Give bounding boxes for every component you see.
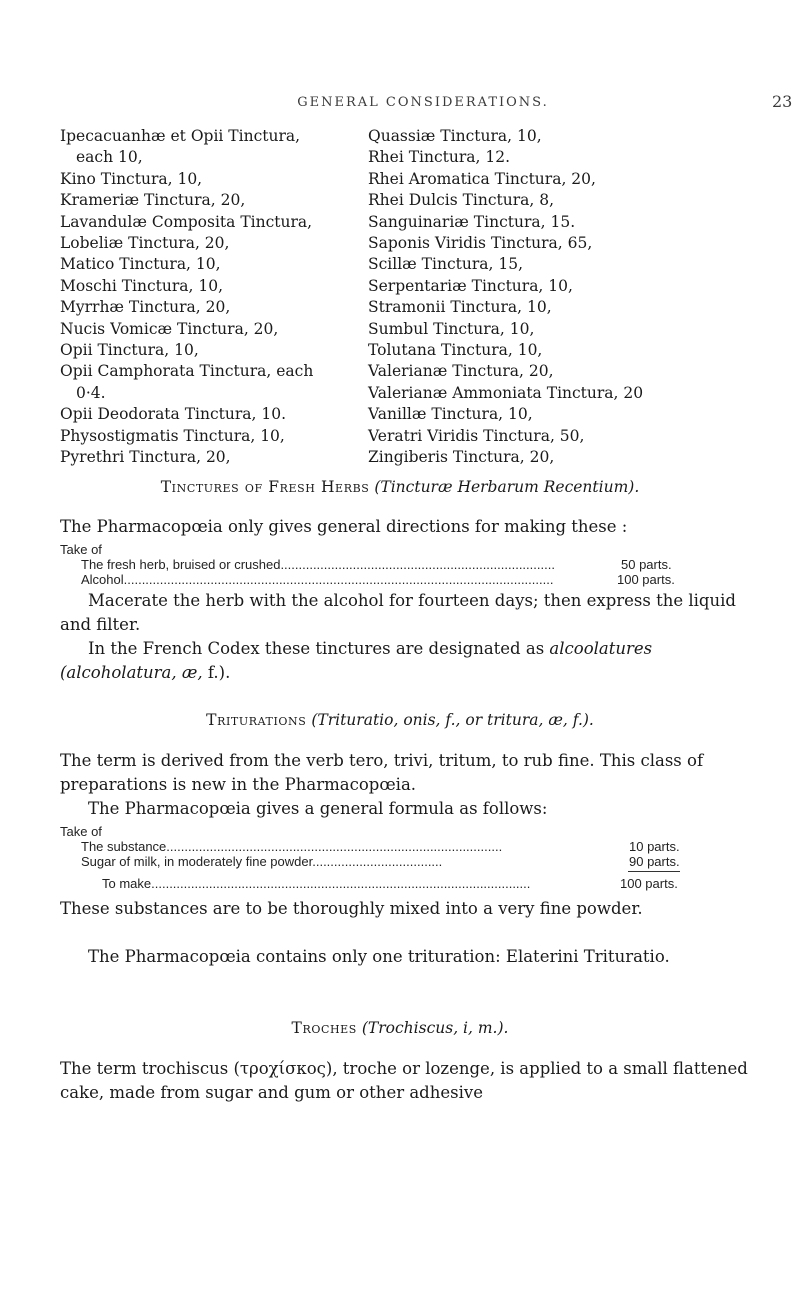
- take-of-label: Take of: [60, 542, 102, 557]
- section-heading-title: Troches: [291, 1019, 357, 1037]
- paragraph: These substances are to be thoroughly mixed into a very fine powder.: [60, 899, 643, 918]
- tinctures-list-left: [60, 126, 313, 469]
- list-item: 0·4.: [76, 383, 106, 402]
- list-item: Myrrhæ Tinctura, 20,: [60, 298, 231, 317]
- recipe-row: To make.........................................................................................................: [102, 876, 531, 891]
- list-item: Quassiæ Tinctura, 10,: [368, 127, 542, 145]
- list-item: Valerianæ Tinctura, 20,: [368, 362, 554, 381]
- list-item: Ipecacuanhæ et Opii Tinctura,: [60, 127, 301, 145]
- list-item: Stramonii Tinctura, 10,: [368, 298, 552, 317]
- section-heading-latin: (Trochiscus, i, m.).: [361, 1019, 509, 1037]
- sum-rule: [628, 871, 680, 872]
- list-item: Zingiberis Tinctura, 20,: [368, 448, 555, 467]
- list-item: Physostigmatis Tinctura, 10,: [60, 426, 285, 445]
- ingredient-name: Alcohol: [81, 572, 124, 587]
- recipe-row: The substance.............................................................................................: [81, 839, 503, 854]
- list-item: Rhei Dulcis Tinctura, 8,: [368, 191, 555, 210]
- list-item: Rhei Aromatica Tinctura, 20,: [368, 169, 596, 188]
- recipe-row: Alcohol.......................................................................................................................: [81, 572, 554, 587]
- text-run: f.).: [202, 663, 231, 682]
- list-item: Kino Tinctura, 10,: [60, 169, 203, 188]
- ingredient-name: Sugar of milk, in moderately fine powder: [81, 854, 313, 869]
- recipe-row: Sugar of milk, in moderately fine powder....................................: [81, 854, 443, 869]
- section-heading-latin: (Trituratio, onis, f., or tritura, æ, f.).: [311, 711, 594, 729]
- paragraph: Macerate the herb with the alcohol for fourteen days; then express the liquid and filter.: [60, 591, 736, 634]
- list-item: Vanillæ Tinctura, 10,: [368, 405, 533, 424]
- ingredient-name: The fresh herb, bruised or crushed: [81, 557, 281, 572]
- list-item: Saponis Viridis Tinctura, 65,: [368, 234, 593, 253]
- list-item: Krameriæ Tinctura, 20,: [60, 191, 246, 210]
- paragraph: The term trochiscus (τροχίσκος), troche or lozenge, is applied to a small flattened cake, made from sugar and gum or other adhesive: [60, 1059, 748, 1102]
- list-item: Pyrethri Tinctura, 20,: [60, 448, 231, 467]
- section-heading-fresh-herbs: [0, 478, 800, 496]
- tinctures-list-right: [368, 126, 643, 469]
- section-heading-title: Tinctures of Fresh Herbs: [160, 478, 370, 496]
- list-item: Opii Deodorata Tinctura, 10.: [60, 405, 287, 424]
- paragraph: [60, 637, 760, 685]
- list-item: Tolutana Tinctura, 10,: [368, 341, 543, 360]
- ingredient-qty: 10 parts.: [626, 839, 680, 854]
- ingredient-qty: 50 parts.: [618, 557, 672, 572]
- list-item: Nucis Vomicæ Tinctura, 20,: [60, 319, 279, 338]
- list-item: Opii Tinctura, 10,: [60, 341, 199, 360]
- italic-term: alcoolatures: [549, 639, 653, 658]
- section-heading-title: Triturations: [206, 711, 307, 729]
- section-heading-troches: [0, 1019, 800, 1037]
- page-number: 23: [772, 92, 793, 111]
- ingredient-qty: 100 parts.: [614, 572, 675, 587]
- ingredient-qty: 100 parts.: [617, 876, 678, 891]
- list-item: Lavandulæ Composita Tinctura,: [60, 212, 313, 231]
- paragraph: The Pharmacopœia gives a general formula as follows:: [88, 799, 548, 818]
- list-item: Moschi Tinctura, 10,: [60, 276, 224, 295]
- paragraph: The Pharmacopœia only gives general directions for making these :: [60, 517, 628, 536]
- list-item: Serpentariæ Tinctura, 10,: [368, 276, 573, 295]
- list-item: Scillæ Tinctura, 15,: [368, 255, 523, 274]
- paragraph: The term is derived from the verb tero, trivi, tritum, to rub fine. This class of preparations is new in the Pharmacopœia.: [60, 751, 704, 794]
- list-item: Rhei Tinctura, 12.: [368, 148, 511, 167]
- list-item: Opii Camphorata Tinctura, each: [60, 362, 314, 381]
- take-of-label: Take of: [60, 824, 102, 839]
- ingredient-name: The substance: [81, 839, 167, 854]
- list-item: each 10,: [76, 148, 143, 167]
- list-item: Sanguinariæ Tinctura, 15.: [368, 212, 576, 231]
- list-item: Matico Tinctura, 10,: [60, 255, 221, 274]
- to-make-label: To make: [102, 876, 152, 891]
- recipe-row: The fresh herb, bruised or crushed............................................................................: [81, 557, 555, 572]
- list-item: Lobeliæ Tinctura, 20,: [60, 234, 230, 253]
- paragraph: The Pharmacopœia contains only one trituration: Elaterini Trituratio.: [88, 947, 670, 966]
- list-item: Valerianæ Ammoniata Tinctura, 20: [368, 383, 644, 402]
- ingredient-qty: 90 parts.: [626, 854, 680, 869]
- text-run: In the French Codex these tinctures are designated as: [88, 639, 550, 658]
- section-heading-latin: (Tincturæ Herbarum Recentium).: [374, 478, 640, 496]
- italic-term: (alcoholatura, æ,: [60, 663, 203, 682]
- running-head: GENERAL CONSIDERATIONS.: [297, 95, 549, 110]
- list-item: Sumbul Tinctura, 10,: [368, 319, 535, 338]
- list-item: Veratri Viridis Tinctura, 50,: [368, 426, 585, 445]
- section-heading-triturations: [0, 711, 800, 729]
